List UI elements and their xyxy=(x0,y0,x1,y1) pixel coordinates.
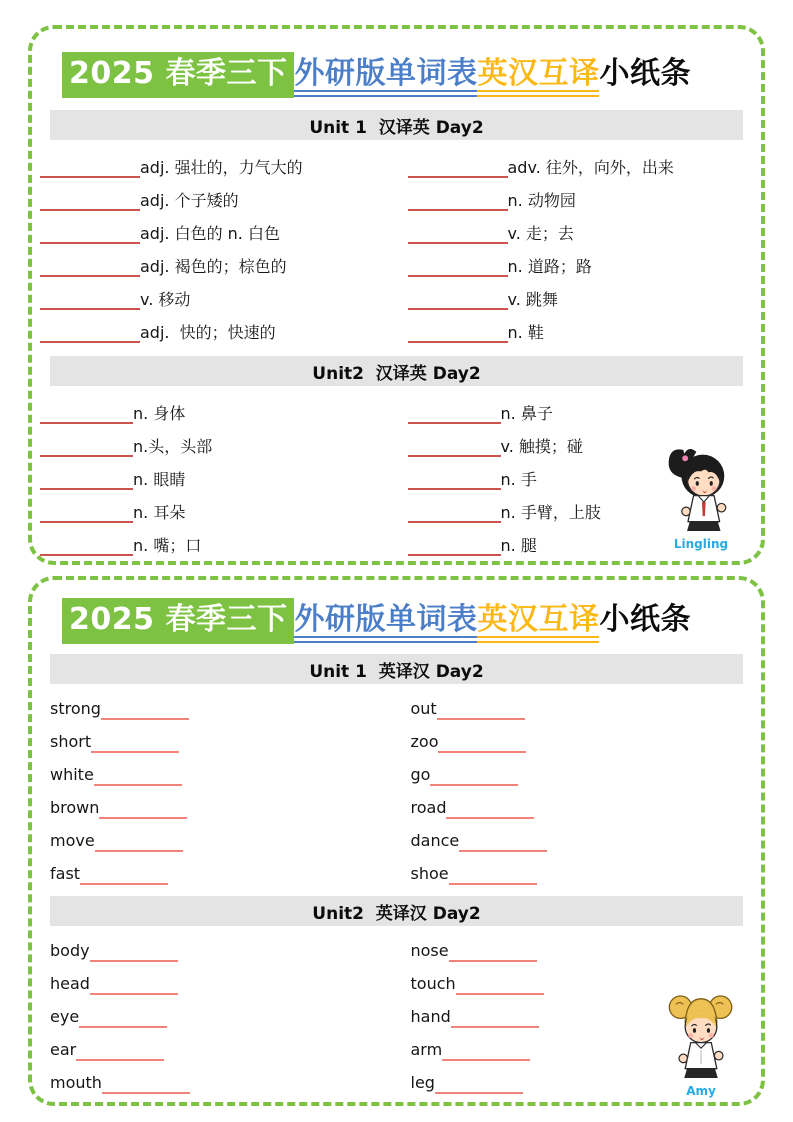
vocab-row xyxy=(40,429,397,462)
answer-blank-line xyxy=(408,327,508,343)
vocab-row xyxy=(40,249,397,282)
answer-blank-line xyxy=(40,162,140,178)
answer-blank-line xyxy=(80,869,168,885)
answer-blank-line xyxy=(40,294,140,310)
answer-blank-line xyxy=(408,294,508,310)
word-text: head xyxy=(50,974,90,993)
vocab-row-grid xyxy=(40,692,753,890)
vocab-row xyxy=(397,791,754,824)
vocab-row xyxy=(40,282,397,315)
word-text: out xyxy=(410,699,437,718)
answer-blank-line xyxy=(40,327,140,343)
vocab-row-grid xyxy=(40,934,753,1099)
unit-header: Unit 1 英译汉 Day2 xyxy=(50,654,743,684)
definition-text: n. 耳朵 xyxy=(133,503,186,522)
word-text: strong xyxy=(50,699,101,718)
answer-blank-line xyxy=(40,540,133,556)
definition-text: adj. 褐色的；棕色的 xyxy=(140,257,287,276)
vocab-row xyxy=(40,692,397,725)
answer-blank-line xyxy=(408,162,508,178)
word-text: white xyxy=(50,765,94,784)
vocab-row xyxy=(40,857,397,890)
title-green-highlight: 2025 春季三下 xyxy=(62,598,294,644)
unit-header: Unit 1 汉译英 Day2 xyxy=(50,110,743,140)
answer-blank-line xyxy=(40,408,133,424)
answer-blank-line xyxy=(40,228,140,244)
vocab-row xyxy=(397,857,754,890)
vocab-row xyxy=(397,216,754,249)
vocab-row xyxy=(40,150,397,183)
answer-blank-line xyxy=(99,803,187,819)
answer-blank-line xyxy=(430,770,518,786)
vocab-row xyxy=(397,824,754,857)
word-text: go xyxy=(410,765,431,784)
word-text: leg xyxy=(410,1073,435,1092)
sheet-en-to-cn xyxy=(28,576,765,1106)
answer-blank-line xyxy=(102,1078,190,1094)
title-yellow-underlined: 英汉互译 xyxy=(477,605,599,643)
word-text: touch xyxy=(410,974,456,993)
mascot-name-label: Amy xyxy=(686,1083,716,1098)
word-text: mouth xyxy=(50,1073,102,1092)
answer-blank-line xyxy=(95,836,183,852)
word-text: hand xyxy=(410,1007,451,1026)
answer-blank-line xyxy=(101,704,189,720)
definition-text: adv. 往外，向外，出来 xyxy=(507,158,674,177)
answer-blank-line xyxy=(40,507,133,523)
worksheet-title xyxy=(62,598,761,644)
vocab-row-grid xyxy=(40,150,753,348)
definition-text: n. 手臂，上肢 xyxy=(500,503,601,522)
answer-blank-line xyxy=(94,770,182,786)
vocab-row xyxy=(40,495,397,528)
answer-blank-line xyxy=(451,1012,539,1028)
title-blue-underlined: 外研版单词表 xyxy=(294,605,477,643)
vocab-row xyxy=(40,934,397,967)
answer-blank-line xyxy=(90,946,178,962)
vocab-sections xyxy=(32,654,761,1099)
definition-text: n.头，头部 xyxy=(133,437,213,456)
title-tail-text: 小纸条 xyxy=(599,56,691,91)
definition-text: v. 走；去 xyxy=(507,224,574,243)
vocab-row xyxy=(40,528,397,561)
answer-blank-line xyxy=(90,979,178,995)
vocab-row-grid xyxy=(40,396,753,561)
vocab-row xyxy=(40,396,397,429)
vocab-row xyxy=(397,396,754,429)
answer-blank-line xyxy=(408,507,501,523)
definition-text: v. 跳舞 xyxy=(507,290,558,309)
definition-text: n. 鞋 xyxy=(507,323,544,342)
vocab-row xyxy=(40,315,397,348)
answer-blank-line xyxy=(76,1045,164,1061)
definition-text: n. 身体 xyxy=(133,404,186,423)
definition-text: n. 动物园 xyxy=(507,191,576,210)
word-text: brown xyxy=(50,798,100,817)
vocab-row xyxy=(40,824,397,857)
answer-blank-line xyxy=(437,704,525,720)
definition-text: adj. 强壮的，力气大的 xyxy=(140,158,303,177)
vocab-row xyxy=(40,1000,397,1033)
vocab-row xyxy=(397,249,754,282)
definition-text: adj. 快的；快速的 xyxy=(140,323,276,342)
word-text: shoe xyxy=(410,864,449,883)
vocab-row xyxy=(40,462,397,495)
answer-blank-line xyxy=(408,228,508,244)
definition-text: n. 眼睛 xyxy=(133,470,186,489)
answer-blank-line xyxy=(408,540,501,556)
unit-header: Unit2 英译汉 Day2 xyxy=(50,896,743,926)
mascot-amy xyxy=(657,989,745,1098)
mascot-lingling xyxy=(657,442,745,551)
answer-blank-line xyxy=(40,474,133,490)
title-yellow-underlined: 英汉互译 xyxy=(477,59,599,97)
definition-text: n. 鼻子 xyxy=(500,404,553,423)
word-text: dance xyxy=(410,831,460,850)
answer-blank-line xyxy=(442,1045,530,1061)
word-text: nose xyxy=(410,941,449,960)
definition-text: v. 移动 xyxy=(140,290,191,309)
vocab-row xyxy=(40,791,397,824)
answer-blank-line xyxy=(408,441,501,457)
title-tail-text: 小纸条 xyxy=(599,602,691,637)
answer-blank-line xyxy=(456,979,544,995)
definition-text: n. 嘴；口 xyxy=(133,536,202,555)
answer-blank-line xyxy=(459,836,547,852)
title-blue-underlined: 外研版单词表 xyxy=(294,59,477,97)
definition-text: adj. 白色的 n. 白色 xyxy=(140,224,280,243)
sheet-cn-to-en xyxy=(28,25,765,565)
vocab-row xyxy=(40,725,397,758)
answer-blank-line xyxy=(408,408,501,424)
word-text: move xyxy=(50,831,95,850)
girl-buns-illustration xyxy=(660,989,742,1085)
vocab-row xyxy=(40,1033,397,1066)
word-text: short xyxy=(50,732,92,751)
definition-text: n. 腿 xyxy=(500,536,537,555)
answer-blank-line xyxy=(438,737,526,753)
definition-text: n. 道路；路 xyxy=(507,257,592,276)
vocab-row xyxy=(40,758,397,791)
word-text: fast xyxy=(50,864,81,883)
vocab-row xyxy=(397,315,754,348)
vocab-row xyxy=(397,150,754,183)
answer-blank-line xyxy=(408,474,501,490)
vocab-row xyxy=(397,692,754,725)
answer-blank-line xyxy=(40,261,140,277)
answer-blank-line xyxy=(79,1012,167,1028)
definition-text: n. 手 xyxy=(500,470,537,489)
vocab-row xyxy=(40,183,397,216)
word-text: zoo xyxy=(410,732,439,751)
worksheet-title xyxy=(62,52,761,98)
word-text: ear xyxy=(50,1040,77,1059)
vocab-sections xyxy=(32,110,761,561)
definition-text: adj. 个子矮的 xyxy=(140,191,239,210)
unit-header: Unit2 汉译英 Day2 xyxy=(50,356,743,386)
answer-blank-line xyxy=(40,441,133,457)
answer-blank-line xyxy=(408,261,508,277)
vocab-row xyxy=(397,934,754,967)
word-text: body xyxy=(50,941,90,960)
answer-blank-line xyxy=(449,869,537,885)
answer-blank-line xyxy=(91,737,179,753)
answer-blank-line xyxy=(40,195,140,211)
vocab-row xyxy=(397,725,754,758)
answer-blank-line xyxy=(449,946,537,962)
vocab-row xyxy=(40,967,397,1000)
definition-text: v. 触摸；碰 xyxy=(500,437,583,456)
answer-blank-line xyxy=(408,195,508,211)
word-text: eye xyxy=(50,1007,80,1026)
answer-blank-line xyxy=(435,1078,523,1094)
vocab-row xyxy=(40,1066,397,1099)
vocab-row xyxy=(397,282,754,315)
title-green-highlight: 2025 春季三下 xyxy=(62,52,294,98)
word-text: arm xyxy=(410,1040,443,1059)
vocab-row xyxy=(397,183,754,216)
vocab-row xyxy=(40,216,397,249)
vocab-row xyxy=(397,758,754,791)
girl-ponytail-illustration xyxy=(660,442,742,538)
answer-blank-line xyxy=(446,803,534,819)
mascot-name-label: Lingling xyxy=(673,536,729,551)
word-text: road xyxy=(410,798,447,817)
